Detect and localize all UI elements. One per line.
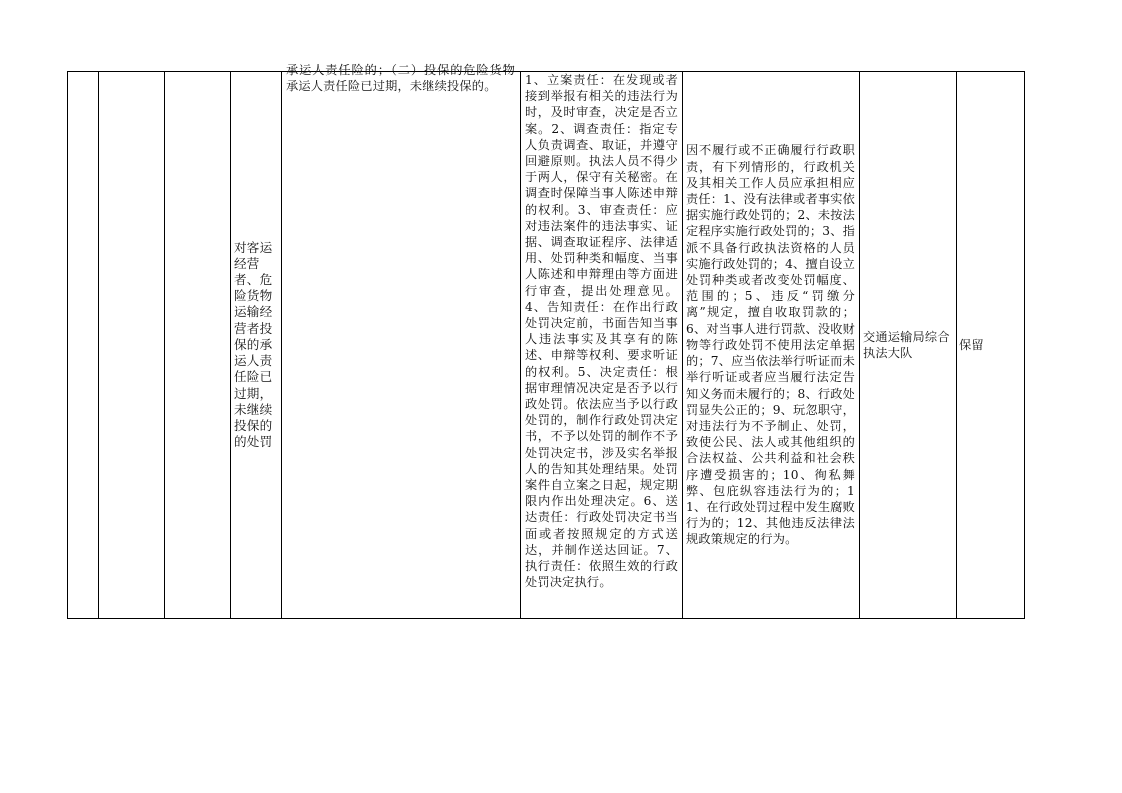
- liability-cell: [683, 72, 858, 618]
- department-cell: [860, 72, 955, 618]
- power-list-table: [67, 63, 1025, 619]
- duty-cell: [521, 72, 681, 618]
- column-divider: [164, 72, 165, 618]
- legal-basis-text: 承运人责任险的；（二）投保的危险货物承运人责任险已过期，未继续投保的。: [286, 63, 515, 94]
- item-name-text: 对客运经营者、危险货物运输经营者投保的承运人责任险已过期，未继续投保的的处罚: [234, 239, 273, 450]
- duty-text: 1、立案责任：在发现或者接到举报有相关的违法行为时，及时审查，决定是否立案。2、调查责任：指定专人负责调查、取证，并遵守回避原则。执法人员不得少于两人，保守有关秘密。在调查时保障当事人陈述申辩的权利。3、审查责任：应对违法案件的违法事实、证据、调查取证程序、法律适用、处罚种类和幅度、当事人陈述和申辩理由等方面进行审查，提出处理意见。4、告知责任：在作出行政处罚决定前，书面告知当事人违法事实及其享有的陈述、申辩等权利、要求听证的权利。5、决定责任：根据审理情况决定是否予以行政处罚。依法应当予以行政处罚的，制作行政处罚决定书，不予以处罚的制作不予处罚决定书，涉及实名举报人的告知其处理结果。处罚案件自立案之日起，规定期限内作出处理决定。6、送达责任：行政处罚决定书当面或者按照规定的方式送达，并制作送达回证。7、执行责任：依照生效的行政处罚决定执行。: [525, 73, 678, 590]
- liability-text: 因不履行或不正确履行行政职责，有下列情形的，行政机关及其相关工作人员应承担相应责任：1、没有法律或者事实依据实施行政处罚的；2、未按法定程序实施行政处罚的；3、指派不具备行政执法资格的人员实施行政处罚的；4、擅自设立处罚种类或者改变处罚幅度、范围的；5、违反“罚缴分离”规定，擅自收取罚款的；6、对当事人进行罚款、没收财物等行政处罚不使用法定单据的；7、应当依法举行听证而未举行听证或者应当履行法定告知义务而未履行的；8、行政处罚显失公正的；9、玩忽职守，对违法行为不予制止、处罚，致使公民、法人或其他组织的合法权益、公共利益和社会秩序遭受损害的；10、徇私舞弊、包庇纵容违法行为的；11、在行政处罚过程中发生腐败行为的；12、其他违反法律法规政策规定的行为。: [686, 143, 855, 547]
- department-text: 交通运输局综合执法大队: [863, 329, 950, 360]
- note-cell: [957, 72, 1025, 618]
- item-name-cell: [231, 72, 281, 618]
- column-divider: [98, 72, 99, 618]
- note-text: 保留: [959, 337, 984, 352]
- legal-basis-cell: [282, 62, 519, 618]
